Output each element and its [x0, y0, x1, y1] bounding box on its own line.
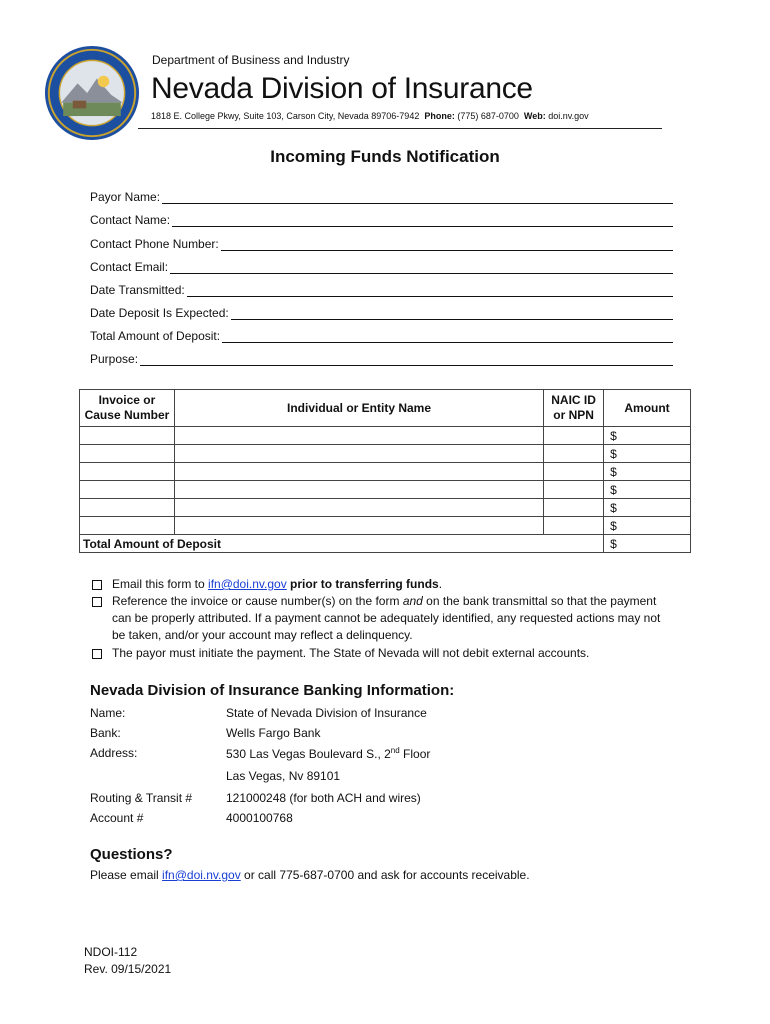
field-label: Date Deposit Is Expected: — [90, 306, 229, 320]
checklist-item — [92, 593, 672, 644]
questions-text — [90, 868, 530, 882]
col-naic-header — [544, 390, 604, 427]
checklist-item — [92, 645, 672, 662]
contact-email-field[interactable] — [90, 260, 673, 274]
amount-cell[interactable]: $ — [604, 463, 691, 481]
table-row — [80, 427, 691, 445]
field-line[interactable] — [172, 216, 673, 227]
col-name-header: Individual or Entity Name — [174, 390, 543, 427]
field-line[interactable] — [221, 240, 673, 251]
header-text: NAIC ID — [551, 393, 596, 407]
table-header-row — [80, 390, 691, 427]
field-label: Payor Name: — [90, 190, 161, 204]
field-line[interactable] — [231, 309, 673, 320]
total-amount-field[interactable] — [90, 329, 673, 343]
field-label: Total Amount of Deposit: — [90, 329, 221, 343]
field-label: Contact Phone Number: — [90, 237, 219, 251]
date-expected-field[interactable] — [90, 306, 673, 320]
address-superscript: nd — [390, 746, 400, 755]
field-line[interactable] — [222, 332, 673, 343]
header-divider — [138, 128, 662, 129]
field-label: Contact Email: — [90, 260, 169, 274]
checkbox[interactable] — [92, 597, 102, 607]
item-text: Reference the invoice or cause number(s) on the form — [112, 594, 403, 608]
total-row — [80, 535, 691, 553]
agency-website: doi.nv.gov — [548, 111, 589, 121]
agency-phone: (775) 687-0700 — [457, 111, 519, 121]
col-amount-header: Amount — [604, 390, 691, 427]
col-invoice-header — [80, 390, 175, 427]
invoice-cell[interactable] — [80, 463, 175, 481]
invoice-cell[interactable] — [80, 445, 175, 463]
name-cell[interactable] — [174, 499, 543, 517]
table-row — [80, 463, 691, 481]
email-link[interactable]: ifn@doi.nv.gov — [162, 868, 241, 882]
agency-title: Nevada Division of Insurance — [151, 72, 533, 105]
item-bold-text: prior to transferring funds — [286, 577, 439, 591]
contact-name-field[interactable] — [90, 213, 673, 227]
table-row — [80, 481, 691, 499]
routing-label: Routing & Transit # — [90, 791, 193, 805]
funds-table — [79, 389, 691, 553]
form-title: Incoming Funds Notification — [270, 147, 500, 166]
naic-cell[interactable] — [544, 481, 604, 499]
total-amount-cell[interactable]: $ — [604, 535, 691, 553]
questions-heading: Questions? — [90, 846, 173, 863]
invoice-cell[interactable] — [80, 517, 175, 535]
account-value: 4000100768 — [226, 811, 293, 825]
name-cell[interactable] — [174, 463, 543, 481]
checklist-item — [92, 576, 672, 593]
header-text: or NPN — [553, 408, 594, 422]
header-text: Invoice or — [98, 393, 156, 407]
naic-cell[interactable] — [544, 427, 604, 445]
revision-date: Rev. 09/15/2021 — [84, 962, 172, 976]
questions-text-part: Please email — [90, 868, 163, 882]
item-text: Email this form to — [112, 577, 209, 591]
contact-phone-field[interactable] — [90, 237, 673, 251]
name-cell[interactable] — [174, 517, 543, 535]
agency-address: 1818 E. College Pkwy, Suite 103, Carson City, Nevada 89706-7942 — [151, 111, 420, 121]
amount-cell[interactable]: $ — [604, 481, 691, 499]
purpose-field[interactable] — [90, 352, 673, 366]
naic-cell[interactable] — [544, 517, 604, 535]
naic-cell[interactable] — [544, 463, 604, 481]
bank-value: Wells Fargo Bank — [226, 726, 321, 740]
header-text: Cause Number — [84, 408, 170, 422]
total-label: Total Amount of Deposit — [80, 535, 604, 553]
field-label: Date Transmitted: — [90, 283, 185, 297]
name-cell[interactable] — [174, 481, 543, 499]
table-row — [80, 445, 691, 463]
account-label: Account # — [90, 811, 144, 825]
invoice-cell[interactable] — [80, 499, 175, 517]
state-seal-logo — [44, 45, 140, 141]
department-name: Department of Business and Industry — [152, 53, 350, 67]
banking-heading: Nevada Division of Insurance Banking Information: — [90, 682, 455, 699]
checkbox[interactable] — [92, 580, 102, 590]
field-line[interactable] — [170, 263, 673, 274]
field-line[interactable] — [140, 355, 673, 366]
field-label: Contact Name: — [90, 213, 171, 227]
field-line[interactable] — [187, 286, 673, 297]
item-text: The payor must initiate the payment. The State of Nevada will not debit external accounts. — [112, 646, 590, 660]
naic-cell[interactable] — [544, 445, 604, 463]
email-link[interactable]: ifn@doi.nv.gov — [208, 577, 287, 591]
amount-cell[interactable]: $ — [604, 499, 691, 517]
address-line1 — [226, 746, 430, 761]
address-label: Address: — [90, 746, 138, 760]
invoice-cell[interactable] — [80, 481, 175, 499]
phone-label: Phone: — [424, 111, 455, 121]
address-line2: Las Vegas, Nv 89101 — [226, 769, 341, 783]
address-text: Floor — [399, 747, 431, 761]
agency-contact-line — [151, 111, 589, 121]
checkbox[interactable] — [92, 649, 102, 659]
bank-name-value: State of Nevada Division of Insurance — [226, 706, 427, 720]
item-text: on the bank transmittal so that the payment can be properly attributed. If a payment cannot be adequately identified, any requested actions may not be taken, and/or your account may reflect a delinquency. — [112, 594, 661, 642]
form-id: NDOI-112 — [84, 945, 138, 959]
table-row — [80, 517, 691, 535]
routing-value: 121000248 (for both ACH and wires) — [226, 791, 421, 805]
item-text: . — [438, 577, 443, 591]
bank-name-label: Name: — [90, 706, 126, 720]
amount-cell[interactable]: $ — [604, 445, 691, 463]
naic-cell[interactable] — [544, 499, 604, 517]
name-cell[interactable] — [174, 445, 543, 463]
date-transmitted-field[interactable] — [90, 283, 673, 297]
amount-cell[interactable]: $ — [604, 427, 691, 445]
field-label: Purpose: — [90, 352, 139, 366]
item-emphasis: and — [402, 594, 423, 608]
field-line[interactable] — [162, 193, 673, 204]
web-label: Web: — [523, 111, 546, 121]
name-cell[interactable] — [174, 427, 543, 445]
address-text: 530 Las Vegas Boulevard S., 2 — [226, 747, 391, 761]
amount-cell[interactable]: $ — [604, 517, 691, 535]
bank-label: Bank: — [90, 726, 121, 740]
questions-text-part: or call 775-687-0700 and ask for accounts receivable. — [240, 868, 530, 882]
table-row — [80, 499, 691, 517]
invoice-cell[interactable] — [80, 427, 175, 445]
payor-name-field[interactable] — [90, 190, 673, 204]
